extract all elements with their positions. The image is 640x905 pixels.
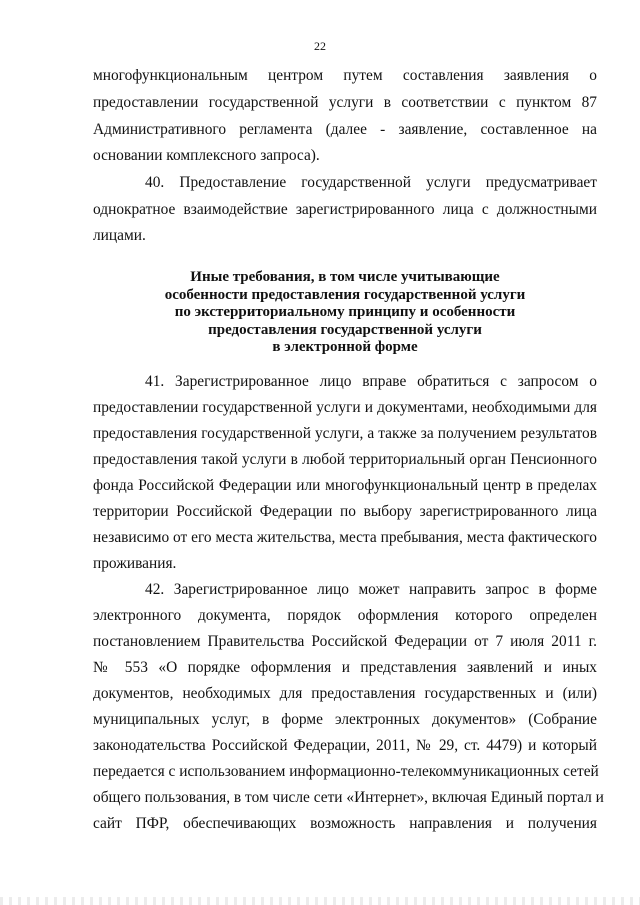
text-line: предоставлении государственной услуги и документами, необходимыми для	[93, 399, 597, 416]
heading-line: по экстерриториальному принципу и особенности	[174, 304, 516, 320]
text-line: постановлением Правительства Российской Федерации от 7 июля 2011 г.	[93, 633, 597, 650]
heading-line: Иные требования, в том числе учитывающие	[190, 269, 500, 285]
heading-line: предоставления государственной услуги	[208, 321, 482, 338]
text-line: передается с использованием информационно-телекоммуникационных сетей	[93, 763, 599, 780]
text-line: 41. Зарегистрированное лицо вправе обратиться с запросом о	[145, 373, 597, 390]
page-number: 22	[314, 39, 326, 53]
heading-line: особенности предоставления государственной услуги	[164, 286, 526, 303]
text-line: электронного документа, порядок оформления которого определен	[93, 607, 597, 624]
text-line: проживания.	[93, 555, 177, 572]
text-line: 40. Предоставление государственной услуги предусматривает	[145, 174, 597, 191]
text-line: предоставления государственной услуги, а также за получением результатов	[93, 425, 597, 442]
heading-line: в электронной форме	[272, 339, 418, 355]
text-line: предоставления такой услуги в любой территориальный орган Пенсионного	[93, 451, 597, 468]
text-line: муниципальных услуг, в форме электронных документов» (Собрание	[93, 711, 597, 728]
text-line: основании комплексного запроса).	[93, 147, 320, 164]
text-line: № 553 «О порядке оформления и представления заявлений и иных	[93, 659, 597, 676]
text-line: сайт ПФР, обеспечивающих возможность направления и получения	[93, 815, 597, 832]
text-line: фонда Российской Федерации или многофункциональный центр в пределах	[93, 477, 597, 494]
section-heading	[93, 269, 597, 357]
text-line: однократное взаимодействие зарегистрированного лица с должностными	[93, 201, 597, 218]
text-line: документов, необходимых для предоставления государственных и (или)	[93, 685, 597, 702]
text-line: общего пользования, в том числе сети «Интернет», включая Единый портал и	[93, 789, 604, 806]
text-line: 42. Зарегистрированное лицо может направить запрос в форме	[145, 581, 597, 598]
text-line: независимо от его места жительства, места пребывания, места фактического	[93, 529, 597, 546]
text-line: лицами.	[93, 227, 146, 244]
text-line: Административного регламента (далее - заявление, составленное на	[93, 121, 597, 138]
text-line: территории Российской Федерации по выбору зарегистрированного лица	[93, 503, 597, 520]
scan-artifact-edge	[0, 897, 640, 905]
text-line: законодательства Российской Федерации, 2011, № 29, ст. 4479) и который	[93, 737, 597, 754]
text-line: предоставлении государственной услуги в соответствии с пунктом 87	[93, 94, 597, 111]
text-line: многофункциональным центром путем составления заявления о	[93, 67, 597, 84]
